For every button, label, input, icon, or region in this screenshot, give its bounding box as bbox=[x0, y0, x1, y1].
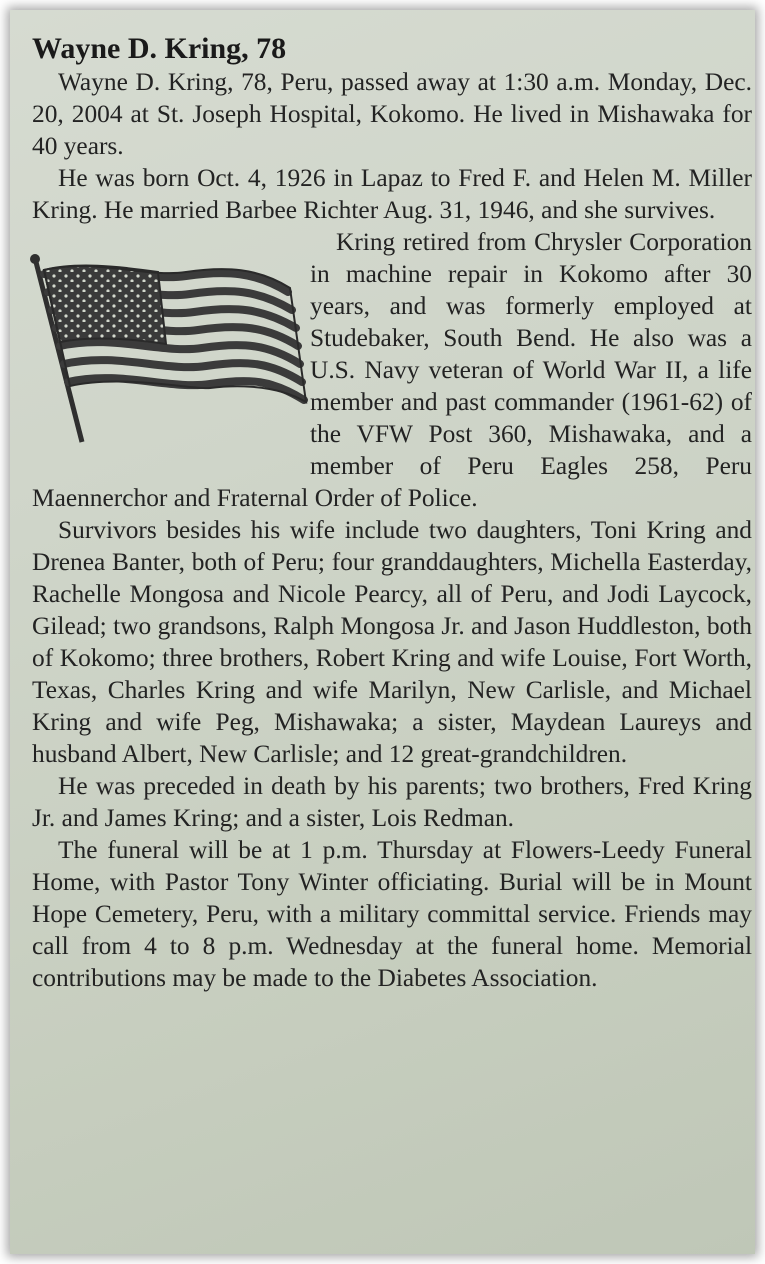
newspaper-clipping bbox=[10, 10, 755, 1254]
obituary-paragraph-career: Kring retired from Chrysler Corporation in machine repair in Kokomo after 30 years, and was formerly employed at Studebaker, South Bend. He also was a U.S. Navy veteran of World War II, a life member and past commander (1961-62) of the VFW Post 360, Mishawaka, and a member of Peru Eagles 258, Peru Maennerchor and Fraternal Order of Police. bbox=[32, 228, 752, 512]
obituary-paragraph-birth-marriage: He was born Oct. 4, 1926 in Lapaz to Fred F. and Helen M. Miller Kring. He married Barbee Richter Aug. 31, 1946, and she survives. bbox=[32, 164, 752, 224]
obituary-paragraph-death: Wayne D. Kring, 78, Peru, passed away at 1:30 a.m. Monday, Dec. 20, 2004 at St. Joseph Hospital, Kokomo. He lived in Mishawaka for 40 years. bbox=[32, 68, 752, 160]
obituary-headline: Wayne D. Kring, 78 bbox=[32, 32, 287, 65]
obituary-paragraph-survivors: Survivors besides his wife include two daughters, Toni Kring and Drenea Banter, both of Peru; four granddaughters, Michella Easterday, Rachelle Mongosa and Nicole Pearcy, all of Peru, and Jodi Laycock, Gilead; two grandsons, Ralph Mongosa Jr. and Jason Huddleston, both of Kokomo; three brothers, Robert Kring and wife Louise, Fort Worth, Texas, Charles Kring and wife Marilyn, New Carlisle, and Michael Kring and wife Peg, Mishawaka; a sister, Maydean Laureys and husband Albert, New Carlisle; and 12 great-grandchildren. bbox=[32, 516, 752, 768]
obituary-paragraph-preceded: He was preceded in death by his parents; two brothers, Fred Kring Jr. and James Kring; and a sister, Lois Redman. bbox=[32, 772, 752, 832]
obituary-article bbox=[32, 32, 752, 994]
obituary-paragraph-funeral: The funeral will be at 1 p.m. Thursday at Flowers-Leedy Funeral Home, with Pastor Tony Winter officiating. Burial will be in Mount Hope Cemetery, Peru, with a military committal service. Friends may call from 4 to 8 p.m. Wednesday at the funeral home. Memorial contributions may be made to the Diabetes Association. bbox=[32, 836, 752, 992]
american-flag-icon bbox=[26, 232, 308, 452]
